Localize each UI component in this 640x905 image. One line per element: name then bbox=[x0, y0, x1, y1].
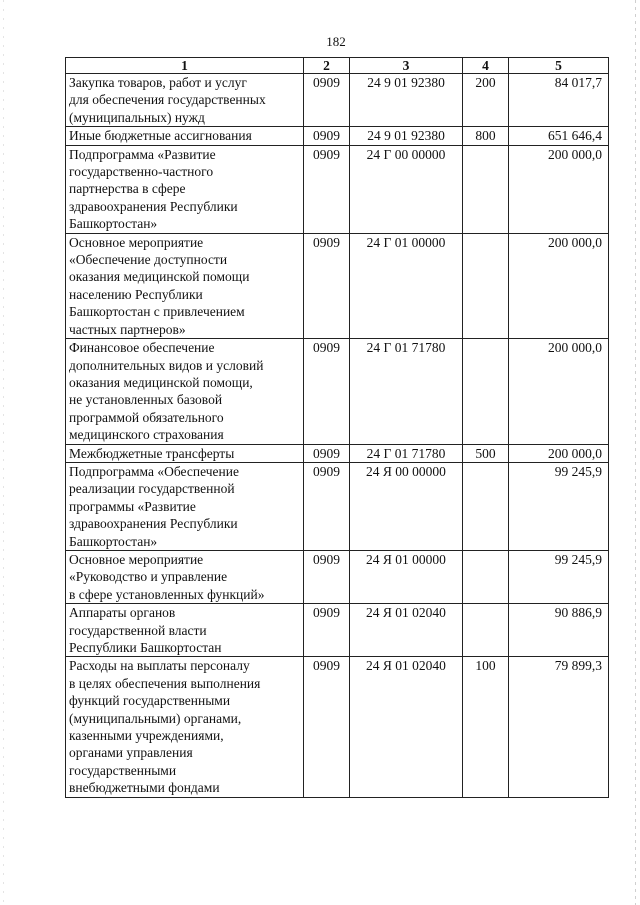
table-row bbox=[66, 657, 609, 797]
section-code-cell: 0909 bbox=[304, 657, 350, 797]
amount-cell: 200 000,0 bbox=[509, 233, 609, 338]
section-code-cell: 0909 bbox=[304, 233, 350, 338]
amount-cell: 99 245,9 bbox=[509, 550, 609, 603]
scan-edge-right bbox=[635, 0, 636, 905]
target-article-cell: 24 Я 01 00000 bbox=[350, 550, 463, 603]
table-row bbox=[66, 127, 609, 145]
expense-name-cell: Межбюджетные трансферты bbox=[66, 444, 304, 462]
amount-cell: 200 000,0 bbox=[509, 444, 609, 462]
table-row bbox=[66, 462, 609, 550]
expense-name-cell: Закупка товаров, работ и услуг для обеспечения государственных (муниципальных) нужд bbox=[66, 74, 304, 127]
amount-cell: 200 000,0 bbox=[509, 145, 609, 233]
amount-cell: 200 000,0 bbox=[509, 339, 609, 444]
expense-type-cell bbox=[463, 145, 509, 233]
section-code-cell: 0909 bbox=[304, 127, 350, 145]
table-row bbox=[66, 604, 609, 657]
expense-name-cell: Иные бюджетные ассигнования bbox=[66, 127, 304, 145]
expense-name-cell: Основное мероприятие «Руководство и управление в сфере установленных функций» bbox=[66, 550, 304, 603]
expense-type-cell bbox=[463, 604, 509, 657]
expense-type-cell bbox=[463, 339, 509, 444]
table-row bbox=[66, 444, 609, 462]
table-row bbox=[66, 550, 609, 603]
expense-name-cell: Основное мероприятие «Обеспечение доступности оказания медицинской помощи населению Республики Башкортостан с привлечением частных партнеров» bbox=[66, 233, 304, 338]
target-article-cell: 24 Я 01 02040 bbox=[350, 657, 463, 797]
expense-name-cell: Финансовое обеспечение дополнительных видов и условий оказания медицинской помощи, не установленных базовой программой обязательного медицинского страхования bbox=[66, 339, 304, 444]
section-code-cell: 0909 bbox=[304, 74, 350, 127]
column-header-4: 4 bbox=[463, 58, 509, 74]
target-article-cell: 24 Г 01 71780 bbox=[350, 444, 463, 462]
expense-name-cell: Подпрограмма «Развитие государственно-частного партнерства в сфере здравоохранения Республики Башкортостан» bbox=[66, 145, 304, 233]
amount-cell: 84 017,7 bbox=[509, 74, 609, 127]
table-row bbox=[66, 74, 609, 127]
table-body bbox=[66, 74, 609, 798]
expense-name-cell: Расходы на выплаты персоналу в целях обеспечения выполнения функций государственными (муниципальными) органами, казенными учреждениями, органами управления государственными внебюджетными фондами bbox=[66, 657, 304, 797]
column-header-5: 5 bbox=[509, 58, 609, 74]
table-row bbox=[66, 145, 609, 233]
budget-table-wrapper bbox=[65, 57, 608, 798]
expense-type-cell bbox=[463, 550, 509, 603]
column-header-1: 1 bbox=[66, 58, 304, 74]
target-article-cell: 24 Я 01 02040 bbox=[350, 604, 463, 657]
page-number: 182 bbox=[326, 34, 346, 49]
target-article-cell: 24 9 01 92380 bbox=[350, 74, 463, 127]
expense-type-cell: 200 bbox=[463, 74, 509, 127]
expense-type-cell: 100 bbox=[463, 657, 509, 797]
section-code-cell: 0909 bbox=[304, 550, 350, 603]
section-code-cell: 0909 bbox=[304, 339, 350, 444]
target-article-cell: 24 Г 01 00000 bbox=[350, 233, 463, 338]
section-code-cell: 0909 bbox=[304, 145, 350, 233]
amount-cell: 79 899,3 bbox=[509, 657, 609, 797]
amount-cell: 651 646,4 bbox=[509, 127, 609, 145]
section-code-cell: 0909 bbox=[304, 462, 350, 550]
target-article-cell: 24 Г 01 71780 bbox=[350, 339, 463, 444]
budget-table bbox=[65, 57, 609, 798]
column-header-2: 2 bbox=[304, 58, 350, 74]
target-article-cell: 24 9 01 92380 bbox=[350, 127, 463, 145]
target-article-cell: 24 Г 00 00000 bbox=[350, 145, 463, 233]
table-header-row bbox=[66, 58, 609, 74]
target-article-cell: 24 Я 00 00000 bbox=[350, 462, 463, 550]
amount-cell: 99 245,9 bbox=[509, 462, 609, 550]
amount-cell: 90 886,9 bbox=[509, 604, 609, 657]
section-code-cell: 0909 bbox=[304, 444, 350, 462]
expense-name-cell: Аппараты органов государственной власти Республики Башкортостан bbox=[66, 604, 304, 657]
expense-type-cell bbox=[463, 462, 509, 550]
section-code-cell: 0909 bbox=[304, 604, 350, 657]
table-row bbox=[66, 339, 609, 444]
scan-edge-left bbox=[3, 0, 4, 905]
column-header-3: 3 bbox=[350, 58, 463, 74]
expense-type-cell bbox=[463, 233, 509, 338]
expense-type-cell: 500 bbox=[463, 444, 509, 462]
expense-type-cell: 800 bbox=[463, 127, 509, 145]
table-row bbox=[66, 233, 609, 338]
expense-name-cell: Подпрограмма «Обеспечение реализации государственной программы «Развитие здравоохранения Республики Башкортостан» bbox=[66, 462, 304, 550]
